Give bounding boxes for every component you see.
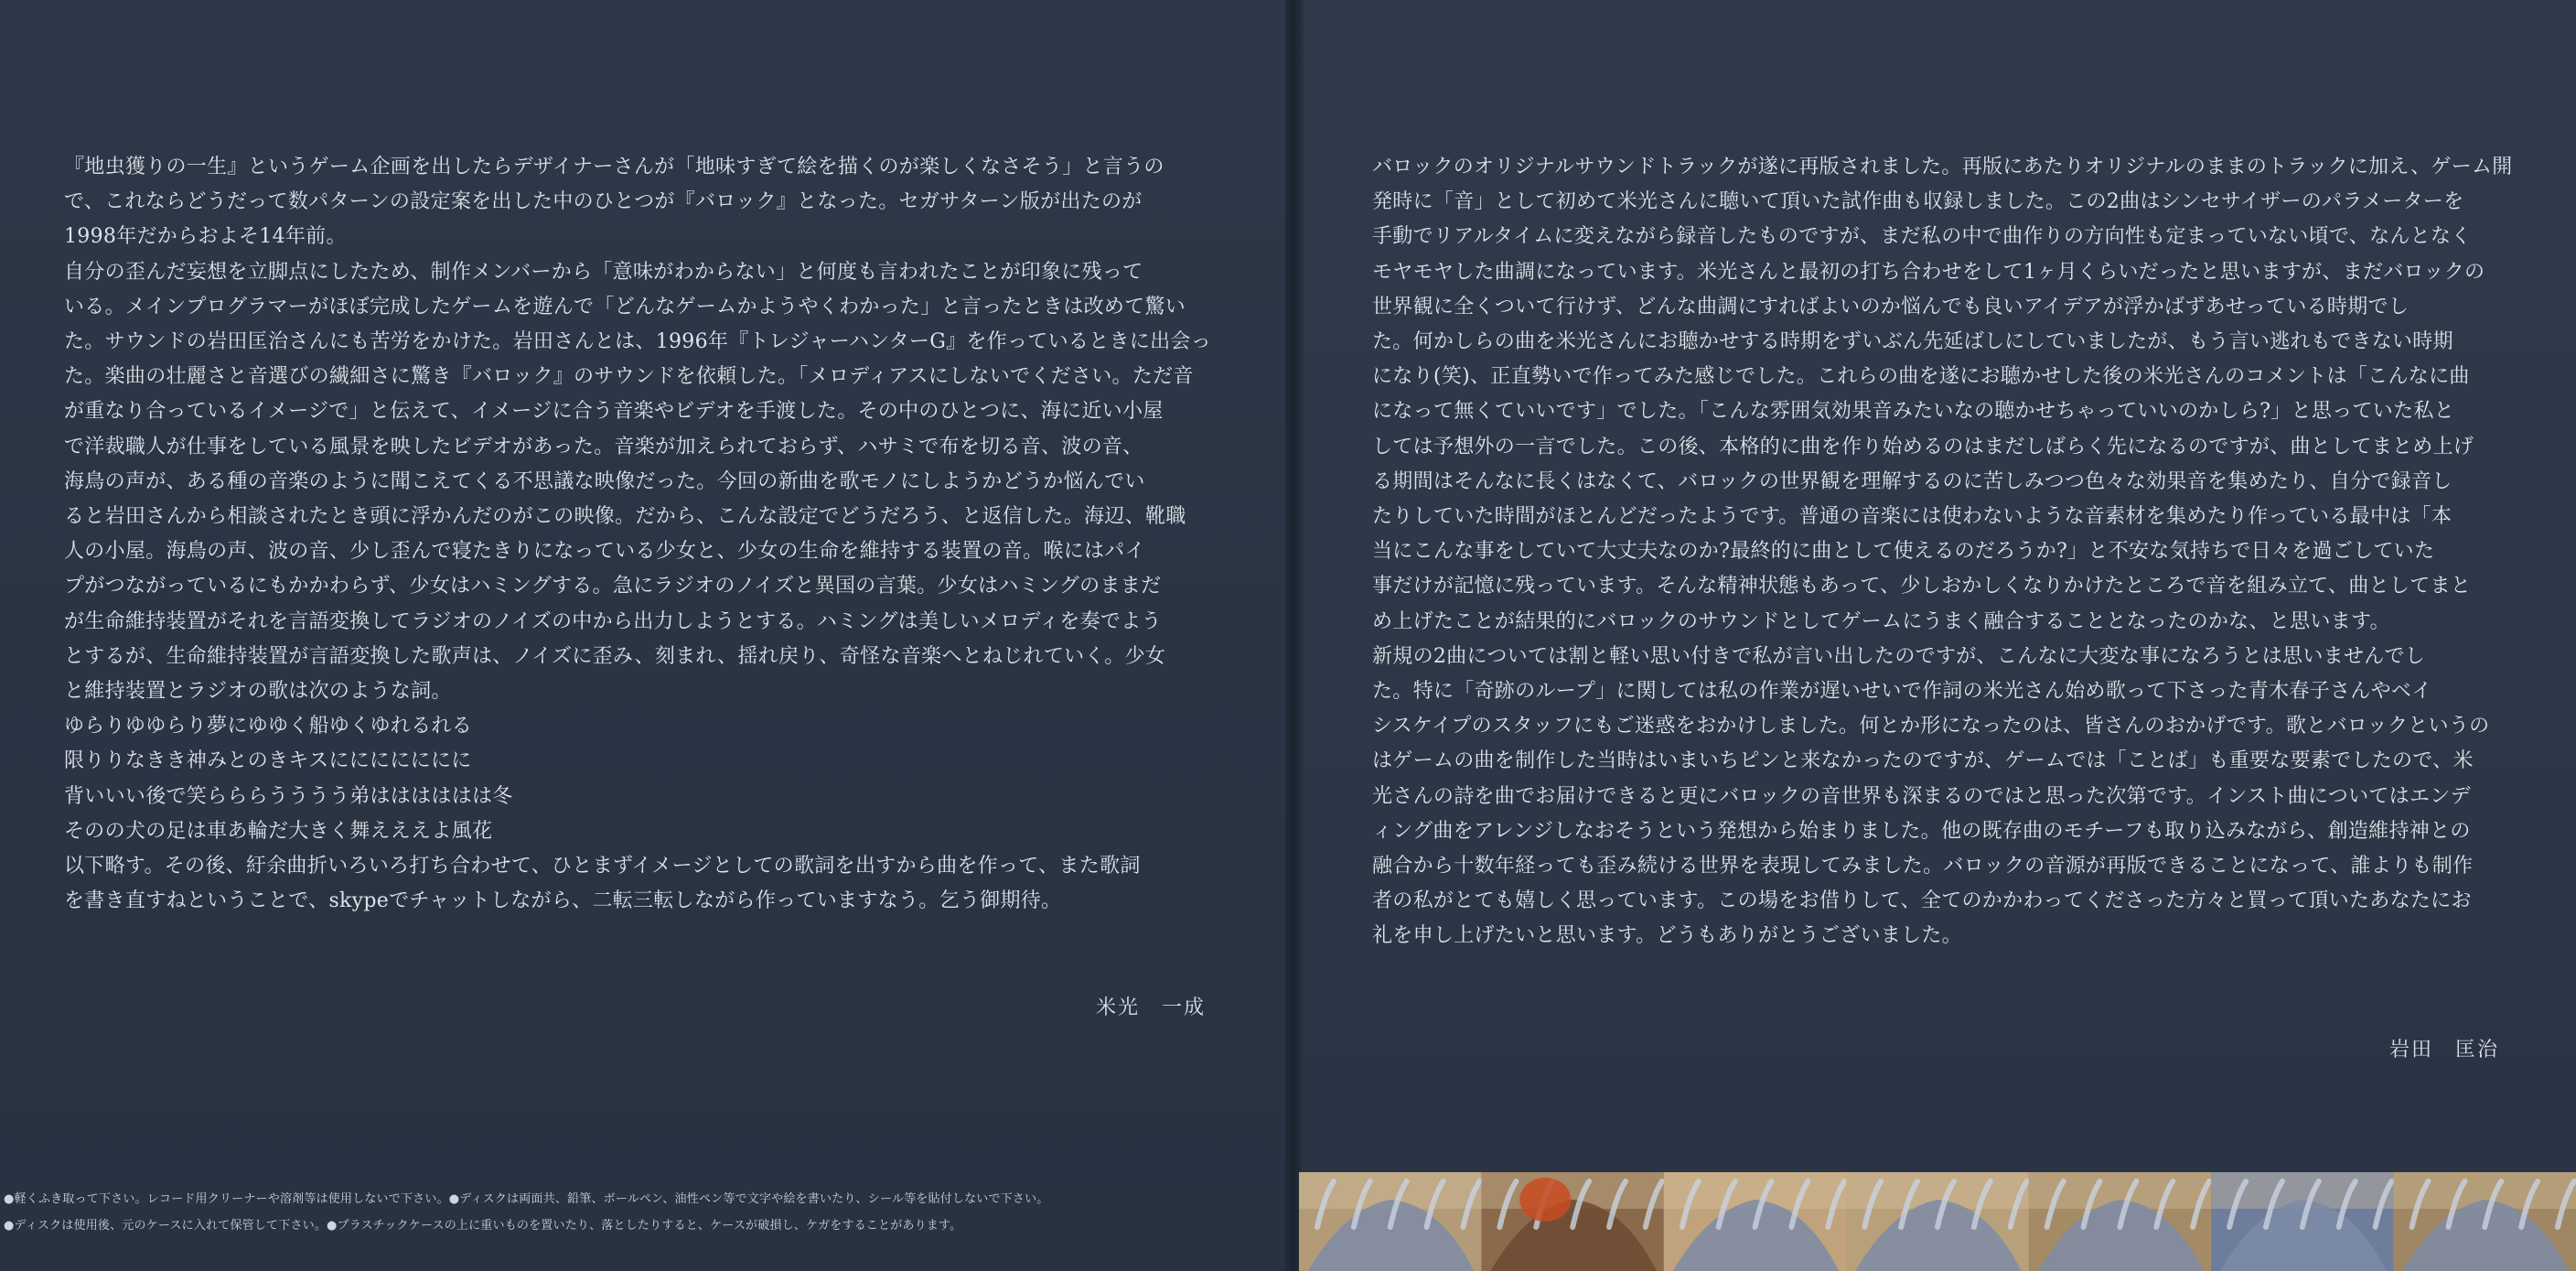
essay-line: た。サウンドの岩田匡治さんにも苦労をかけた。岩田さんとは、1996年『トレジャーハンターG』を作っているときに出会っ (64, 330, 1211, 354)
essay-line: シスケイプのスタッフにもご迷惑をおかけしました。何とか形になったのは、皆さんのおかげです。歌とバロックというの (1372, 715, 2490, 738)
creature-frame-6 (2211, 1172, 2393, 1271)
creature-frame-7 (2394, 1172, 2576, 1271)
essay-line: 新規の2曲については割と軽い思い付きで私が言い出したのですが、こんなに大変な事になろうとは思いませんでし (1372, 644, 2426, 668)
essay-line: る期間はそんなに長くはなくて、バロックの世界観を理解するのに苦しみつつ色々な効果音を集めたり、自分で録音し (1372, 469, 2453, 493)
creature-frame-2 (1481, 1172, 1663, 1271)
essay-line: 『地虫獲りの一生』というゲーム企画を出したらデザイナーさんが「地味すぎて絵を描くのが楽しくなさそう」と言うの (64, 156, 1165, 178)
essay-line: た。何かしらの曲を米光さんにお聴かせする時期をずいぶん先延ばしにしていましたが、もう言い逃れもできない時期 (1372, 330, 2453, 354)
disc-care-notice-line-2: ●ディスクは使用後、元のケースに入れて保管して下さい。●プラスチックケースの上に重いものを置いたり、落としたりすると、ケースが破損し、ケガをすることがあります。 (4, 1219, 962, 1233)
essay-line: 以下略す。その後、紆余曲折いろいろ打ち合わせて、ひとまずイメージとしての歌詞を出すから曲を作って、また歌詞 (64, 855, 1141, 878)
essay-line: 世界観に全くついて行けず、どんな曲調にすればよいのか悩んでも良いアイデアが浮かばずあせっている時期でし (1372, 295, 2410, 318)
essay-line: 当にこんな事をしていて大丈夫なのか?最終的に曲として使えるのだろうか?」と不安な気持ちで日々を過ごしていた (1372, 540, 2435, 564)
essay-line: で洋裁職人が仕事をしている風景を映したビデオがあった。音楽が加えられておらず、ハサミで布を切る音、波の音、 (64, 435, 1143, 458)
essay-line: で、これならどうだって数パターンの設定案を出した中のひとつが『バロック』となった。セガサターン版が出たのが (64, 190, 1143, 214)
essay-line: 発時に「音」として初めて米光さんに聴いて頂いた試作曲も収録しました。この2曲はシンセサイザーのパラメーターを (1372, 190, 2464, 214)
essay-line: しては予想外の一言でした。この後、本格的に曲を作り始めるのはまだしばらく先になるのですが、曲としてまとめ上げ (1372, 435, 2474, 458)
essay-line: が生命維持装置がそれを言語変換してラジオのノイズの中から出力しようとする。ハミングは美しいメロディを奏でよう (64, 609, 1162, 633)
game-screenshot-strip (1299, 1172, 2576, 1271)
author-signature-left: 米光 一成 (1096, 996, 1207, 1019)
creature-frame-1 (1299, 1172, 1481, 1271)
essay-line: ゆらりゆゆらり夢にゆゆく船ゆくゆれるれる (64, 715, 473, 738)
booklet-fold (1285, 0, 1304, 1271)
essay-line: と維持装置とラジオの歌は次のような詞。 (64, 680, 452, 704)
essay-line: 者の私がとても嬉しく思っています。この場をお借りして、全てのかかわってくださった方々と買って頂いたあなたにお (1372, 889, 2472, 913)
creature-frame-3 (1664, 1172, 1846, 1271)
essay-line: バロックのオリジナルサウンドトラックが遂に再版されました。再版にあたりオリジナルのままのトラックに加え、ゲーム開 (1372, 156, 2513, 178)
essay-line: め上げたことが結果的にバロックのサウンドとしてゲームにうまく融合することとなったのかな、と思います。 (1372, 609, 2390, 633)
right-essay (1372, 150, 2513, 954)
essay-line: 限りりなきき神みとのきキスににににににに (64, 749, 472, 773)
essay-line: になって無くていいです」でした。「こんな雰囲気効果音みたいなの聴かせちゃっていいのかしら?」と思っていた私と (1372, 400, 2454, 424)
essay-line: たりしていた時間がほとんどだったようです。普通の音楽には使わないような音素材を集めたり作っている最中は「本 (1372, 505, 2453, 529)
essay-line: た。特に「奇跡のループ」に関しては私の作業が遅いせいで作詞の米光さん始め歌って下さった青木春子さんやベイ (1372, 680, 2432, 704)
essay-line: いる。メインプログラマーがほぼ完成したゲームを遊んで「どんなゲームかようやくわかった」と言ったときは改めて驚い (64, 295, 1186, 318)
essay-line: 自分の歪んだ妄想を立脚点にしたため、制作メンバーから「意味がわからない」と何度も言われたことが印象に残って (64, 260, 1143, 284)
creature-frame-4 (1846, 1172, 2028, 1271)
essay-line: 融合から十数年経っても歪み続ける世界を表現してみました。バロックの音源が再版できることになって、誰よりも制作 (1372, 855, 2474, 878)
essay-line: 光さんの詩を曲でお届けできると更にバロックの音世界も深まるのではと思った次第です。インスト曲についてはエンデ (1372, 784, 2471, 808)
essay-line: 背いいい後で笑らららうううう弟はははははは冬 (64, 784, 513, 808)
essay-line: 海鳥の声が、ある種の音楽のように聞こえてくる不思議な映像だった。今回の新曲を歌モノにしようかどうか悩んでい (64, 469, 1145, 493)
essay-line: が重なり合っているイメージで」と伝えて、イメージに合う音楽やビデオを手渡した。その中のひとつに、海に近い小屋 (64, 400, 1164, 424)
creature-frame-5 (2029, 1172, 2211, 1271)
essay-line: プがつながっているにもかかわらず、少女はハミングする。急にラジオのノイズと異国の言葉。少女はハミングのままだ (64, 575, 1162, 598)
essay-line: ると岩田さんから相談されたとき頭に浮かんだのがこの映像。だから、こんな設定でどうだろう、と返信した。海辺、靴職 (64, 505, 1186, 529)
creature-filmstrip-illustration (1299, 1172, 2576, 1271)
essay-line: 1998年だからおよそ14年前。 (64, 225, 347, 249)
essay-line: 手動でリアルタイムに変えながら録音したものですが、まだ私の中で曲作りの方向性も定まっていない頃で、なんとなく (1372, 225, 2472, 249)
essay-line: ィング曲をアレンジしなおそうという発想から始まりました。他の既存曲のモチーフも取り込みながら、創造維持神との (1372, 819, 2471, 843)
essay-line: た。楽曲の壮麗さと音選びの繊細さに驚き『バロック』のサウンドを依頼した。「メロディアスにしないでください。ただ音 (64, 365, 1194, 389)
essay-line: モヤモヤした曲調になっています。米光さんと最初の打ち合わせをして1ヶ月くらいだったと思いますが、まだバロックの (1372, 260, 2485, 284)
essay-line: になり(笑)、正直勢いで作ってみた感じでした。これらの曲を遂にお聴かせした後の米光さんのコメントは「こんなに曲 (1372, 365, 2470, 389)
essay-line: そのの犬の足は車あ輪だ大きく舞えええよ風花 (64, 819, 493, 843)
essay-line: を書き直すねということで、skypeでチャットしながら、二転三転しながら作っていますなう。乞う御期待。 (64, 889, 1062, 913)
disc-care-notice-line-1: ●軽くふき取って下さい。レコード用クリーナーや溶剤等は使用しないで下さい。●ディスクは両面共、鉛筆、ボールペン、油性ペン等で文字や絵を書いたり、シール等を貼付しないで下さい。 (4, 1192, 1049, 1206)
author-signature-right: 岩田 匡治 (2389, 1039, 2500, 1061)
essay-line: はゲームの曲を制作した当時はいまいちピンと来なかったのですが、ゲームでは「ことば」も重要な要素でしたので、米 (1372, 749, 2474, 773)
essay-line: 人の小屋。海鳥の声、波の音、少し歪んで寝たきりになっている少女と、少女の生命を維持する装置の音。喉にはパイ (64, 540, 1145, 564)
essay-line: 事だけが記憶に残っています。そんな精神状態もあって、少しおかしくなりかけたところで音を組み立て、曲としてまと (1372, 575, 2472, 598)
essay-line: とするが、生命維持装置が言語変換した歌声は、ノイズに歪み、刻まれ、揺れ戻り、奇怪な音楽へとねじれていく。少女 (64, 644, 1166, 668)
left-essay (64, 150, 1211, 919)
essay-line: 礼を申し上げたいと思います。どうもありがとうございました。 (1372, 924, 1962, 948)
